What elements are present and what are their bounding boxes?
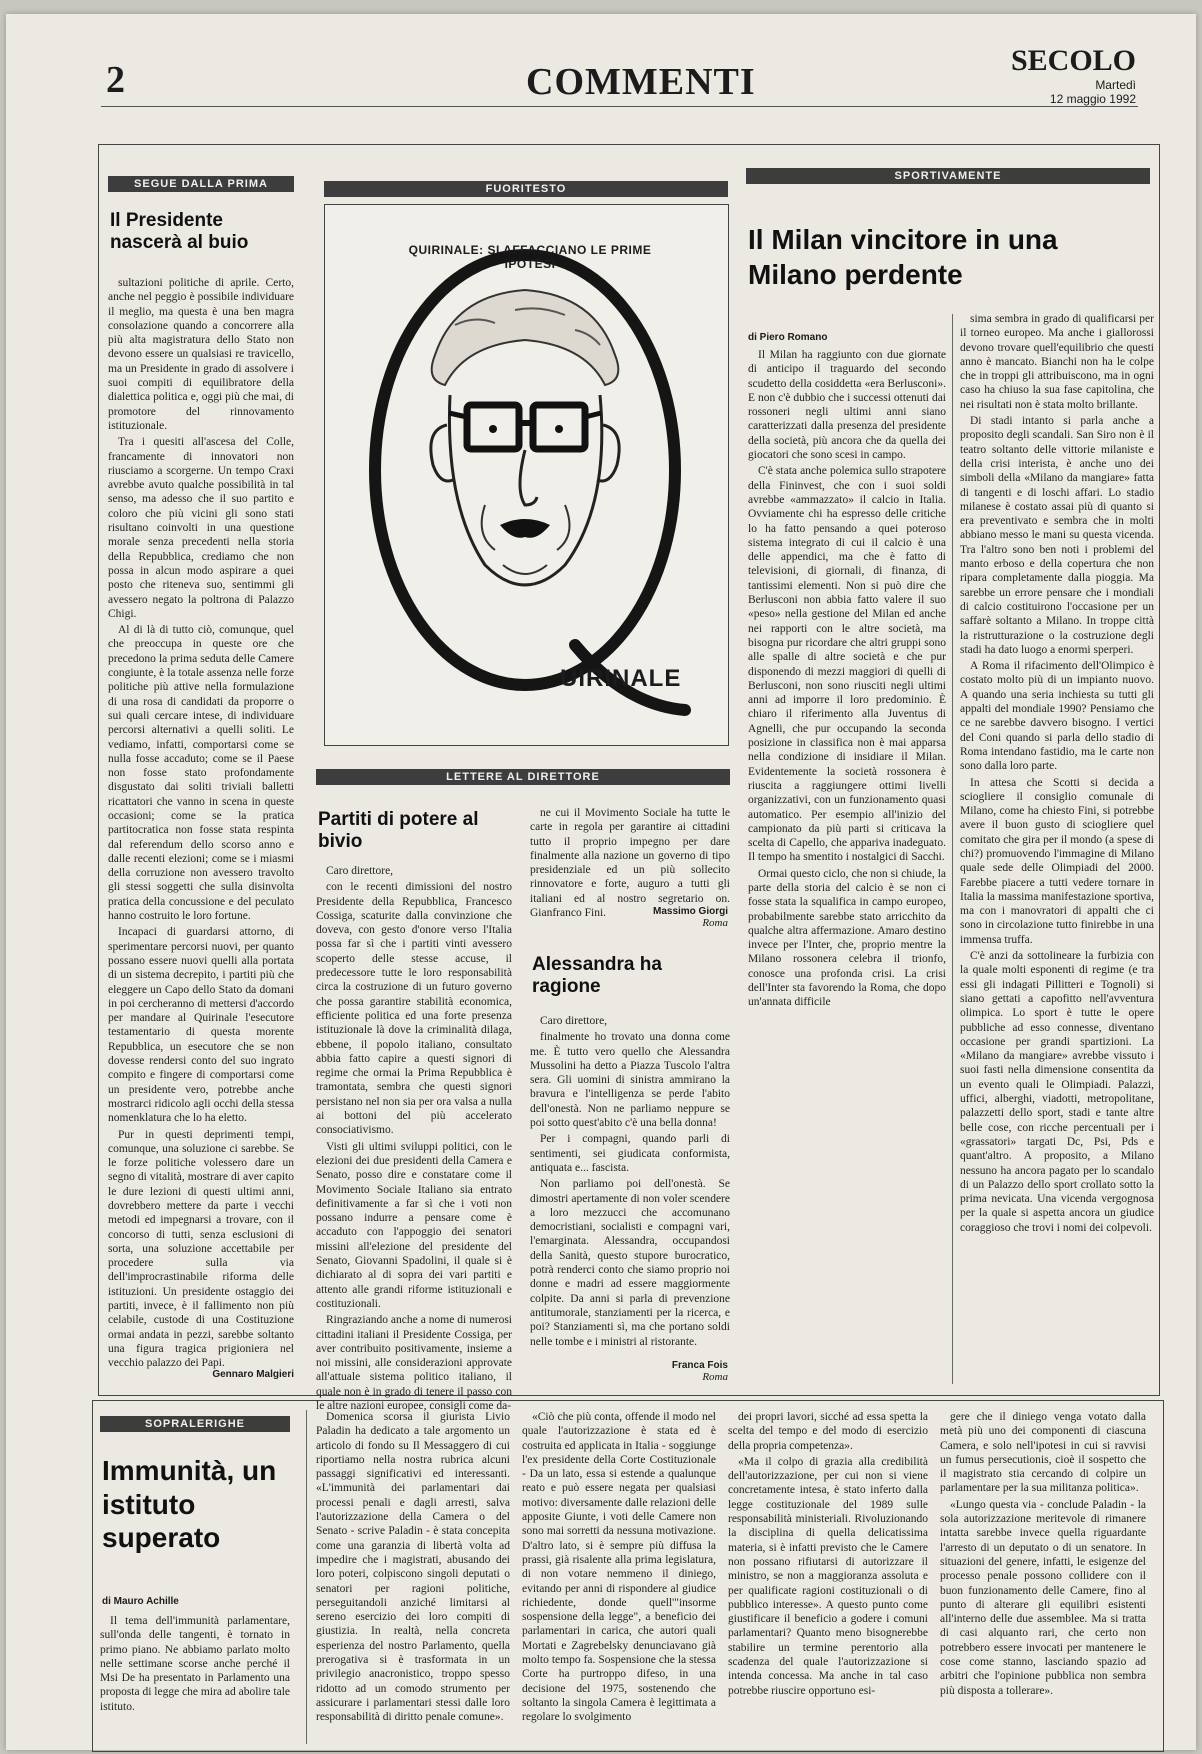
letter2-city: Roma	[702, 1371, 728, 1383]
paragraph: sultazioni politiche di aprile. Certo, anche nel peggio è possibile individuare il meglio, ma questa è una ben magra consolazione quando a concorrere alla più alta magistratura dello Stato non devono essere un qualsiasi re travicello, ma un Presidente in grado di assolvere i suoi compiti di equilibratore della dialettica politica e, oggi più che mai, di promotore del rinnovamento istituzionale.	[108, 277, 294, 432]
letter1-title: Partiti di potere al bivio	[318, 809, 479, 852]
sports-author: di Piero Romano	[748, 332, 828, 343]
paragraph: Caro direttore,	[540, 1015, 608, 1027]
sports-col1	[748, 348, 946, 1384]
paragraph: Visti gli ultimi sviluppi politici, con le elezioni dei due presidenti della Camera e Senato, posso dire e constatare come il Movimento Sociale Italiano sia entrato definitivamente a far sì che i voti non possano indurre a pensare come è accaduto con l'appoggio dei senatori missini all'elezione del presidente del Senato, Giovanni Spadolini, il quale si è dichiarato al di sopra dei vari partiti e attento alle grandi riforme istituzionali e costituzionali.	[316, 1140, 512, 1310]
paragraph: ne cui il Movimento Sociale ha tutte le carte in regola per garantire ai cittadini tutto il proprio impegno per dare finalmente alla nazione un governo di tipo presidenziale ed un più sollecito rinnovatore e forte, auguro a tutti gli italiani ed al nostro segretario on. Gianfranco Fini.	[530, 807, 730, 920]
letter1-author: Massimo Giorgi	[652, 906, 728, 917]
article4-col0	[100, 1614, 290, 1744]
paragraph: A Roma il rifacimento dell'Olimpico è costato molto più di un impianto nuovo. A quando una seria inchiesta su tutti gli appalti del mondiale 1990? Pensiamo che ce ne sarebbe davvero bisogno. I vertici del Coni quando si parla dello stadio di Roma intendano fastidio, ma le carte non sono dalla loro parte.	[960, 660, 1154, 773]
header-rule	[101, 106, 1138, 107]
article4-col1	[316, 1410, 510, 1744]
paragraph: Il Milan ha raggiunto con due giornate di anticipo il traguardo del secondo scudetto della cosiddetta «era Berlusconi». E non c'è dubbio che i successi ottenuti dai rossoneri negli ultimi anni siano caratterizzati dalla presenza del presidente della società, più ancora che da quella dei giocatori che sono scesi in campo.	[748, 349, 946, 462]
article1-body	[108, 276, 294, 1370]
paragraph: dei propri lavori, sicché ad essa spetta la scelta del tempo e del modo di esercizio della propria competenza».	[728, 1411, 928, 1452]
paragraph: «Lungo questa via - conclude Paladin - la sola autorizzazione meritevole di rimanere intatta sarebbe invece quella riguardante l'arresto di un deputato o di un senatore. In situazioni del genere, infatti, le esigenze del processo penale possono collidere con il buon funzionamento delle Camere, fino al punto di alterare gli equilibri esistenti all'interno delle due assemblee. Ma si tratta di casi alquanto rari, che certo non potrebbero essere invocati per mantenere le cose come stanno, lasciando spazio ad arbitri che l'opinione pubblica non sembra più disposta a tollerare».	[940, 1498, 1146, 1697]
masthead	[1011, 44, 1136, 106]
article4-col3	[728, 1410, 928, 1744]
article4-col4	[940, 1410, 1146, 1744]
paragraph: «Ma il colpo di grazia alla credibilità dell'autorizzazione, per cui non si viene concretamente intesa, è stato inferto dalla legge costituzionale del 1989 sulle responsabilità ministeriali. Rivoluzionando la disciplina di quella delicatissima materia, si è infatti previsto che le Camere non possano rifiutarsi di autorizzare il ministro, se non a maggioranza assoluta e per qualificate ragioni costituzionali o di pubblico interesse». A questo punto come giustificare il beneficio a godere i comuni parlamentari? Quanto meno bisognerebbe stabilire un termine perentorio alla scadenza del quale l'autorizzazione si intenda concessa. Ma anche in tal caso potrebbe riuscire opportuno esi-	[728, 1455, 928, 1697]
paragraph: C'è anzi da sottolineare la furbizia con la quale molti esponenti di regime (e tra essi gli indagati Pillitteri e Tognoli) si siano gettati a capofitto nell'avventura olimpica. Lo sport è tutte le opere pubbliche ad esso connesse, diventano occasione per grandi spartizioni. La «Milano da mangiare» avrebbe vissuto i suoi fasti nella dimensione consentita da un evento quali le Olimpiadi. Palazzi, uffici, alberghi, viadotti, metropolitane, palazzetti dello sport, stadi e tante altre belle cose, con ricche percentuali per i «grassatori» targati Dc, Psi, Pds e quant'altro. A proposito, a Milano nessuno ha ancora pagato per lo scandalo di un Palazzo dello sport crollato sotto la prima nevicata. Una vicenda vergognosa per la quale si aspetta ancora un giudice coraggioso che trovi i nomi dei colpevoli.	[960, 950, 1154, 1234]
article4-title: Immunità, un istituto superato	[102, 1455, 277, 1554]
letter2-author: Franca Fois	[671, 1360, 728, 1371]
paragraph: Ormai questo ciclo, che non si chiude, la parte della storia del calcio è se non ci fosse stata la squalifica in campo europeo, probabilmente sarebbe stato arricchito da qualche altra affermazione. Amaro destino invece per l'Inter, che, proprio mentre la Milano rossonera celebra il trionfo, conosce una profonda crisi. La crisi dell'Inter sta favorendo la Roma, che dopo un'annata difficile	[748, 867, 946, 1009]
paragraph: Tra i quesiti all'ascesa del Colle, francamente di innovatori non riusciamo a scorgerne. Un tempo Craxi avrebbe avuto qualche possibilità in tal senso, ma adesso che il suo partito e coloro che più vicini gli sono stati risultano coinvolti in una questione morale senza precedenti nella storia della Repubblica, crediamo che non possa in alcun modo aspirare a quei posto che riteneva suo, sentimmi gli avessero negato la poltrona di Palazzo Chigi.	[108, 436, 294, 620]
paragraph: Per i compagni, quando parli di sentimenti, sei giudicata conformista, antiquata e... fascista.	[530, 1133, 730, 1174]
sports-title: Il Milan vincitore in una Milano perdente	[748, 224, 1058, 290]
letter2-body	[530, 1014, 730, 1356]
paragraph: «Ciò che più conta, offende il modo nel quale l'autorizzazione è stata ed è costruita ed applicata in Italia - soggiunge l'ex presidente della Corte Costituzionale - Da un lato, essa si estende a qualunque reato e può essere negata per qualsiasi motivo: diversamente dalle relazioni delle apposite Giunte, i voti delle Camere non sono mai sorretti da nessuna motivazione. D'altro lato, si è sempre più diffusa la prassi, già risalente alla prima legislatura, di non votare nemmeno il diniego, evitando per anni di rispondere al giudice richiedente, donde quell'"insorme sospensione della legge", a beneficio dei parlamentari in carica, che autori quali Mortati e Zagrebelsky denunciavano già molto tempo fa. Sospensione che la stessa Corte ha purtroppo difeso, in una decisione del 1975, sostenendo che soltanto la singola Camera è legittimata a regolare lo svolgimento	[522, 1411, 716, 1724]
section-bar-fuoritesto: FUORITESTO	[324, 181, 728, 197]
hair	[432, 290, 619, 385]
paragraph: finalmente ho trovato una donna come me. È tutto vero quello che Alessandra Mussolini ha detto a Piazza Tuscolo l'altra sera. Gli uomini di sinistra ammirano la bravura e l'intelligenza se perde l'abito dell'onestà. Non ne parliamo neppure se poi sotto quest'abito c'è una bella donna!	[530, 1031, 730, 1130]
newspaper-logo: SECOLO	[1010, 44, 1136, 77]
paragraph: con le recenti dimissioni del nostro Presidente della Repubblica, Francesco Cossiga, scaturite dalla convinzione che doveva, con gesto d'onore verso l'Italia possa far sì che i partiti vinti avessero scoperto delle stesse accuse, il predecessore tutte le loro responsabilità circa la costruzione di un futuro governo che possa garantire stabilità economica, efficiente politica ed una forte presenza istituzionale là dove la criminalità dilaga, ebbene, il popolo italiano, consultato abbia fatto capire a questi signori di regime che ormai la Prima Repubblica è tramontata, sembra che questi signori persistano nel non sia per ora valsa a nulla ai bottoni del più accelerato consociativismo.	[316, 881, 512, 1137]
column-rule	[952, 314, 953, 1384]
section-bar-lettere: LETTERE AL DIRETTORE	[316, 769, 730, 785]
page-number: 2	[106, 59, 125, 101]
paragraph: sima sembra in grado di qualificarsi per il torneo europeo. Ma anche i giallorossi devono trovare quell'equilibrio che questi anno è mancato. Bianchi non ha le colpe che in troppi gli attribuiscono, ma in ogni caso ha chiuso la sua fase capitolina, che nei risultati non è stata molto brillante.	[960, 313, 1154, 411]
letter1-body	[316, 864, 512, 1412]
cartoon-drawing	[325, 205, 728, 745]
paragraph: Di stadi intanto si parla anche a proposito degli scandali. San Siro non è il teatro soltanto delle vittorie milaniste e della crisi interista, è anche uno dei simboli della «Milano da mangiare» fatta di tangenti e di loschi affari. Lo stadio milanese è costato assai più di quanto si era preventivato e sembra che in molti abbiano messo le mani su questa vicenda. Tra l'altro sono ben noti i problemi del manto erboso e della copertura che non ripara completamente dalla pioggia. Ma sarebbe un errore pensare che i mondiali di calcio costituirono l'occasione per un saffarè soltanto a Milano. In troppe città la ristrutturazione o la costruzione degli stadi ha dato luogo a enormi sperperi.	[960, 415, 1154, 656]
paragraph: Caro direttore,	[326, 865, 394, 877]
paragraph: In attesa che Scotti si decida a sciogliere il consiglio comunale di Milano, come ha chiesto Fini, si potrebbe avere il buon gusto di sciogliere quel comitato che gira per il mondo (a spese di chi?) promuovendo l'immagine di Milano quale sede delle Olimpiadi del 2000. Farebbe piacere a tutti vedere tornare in Italia la massima manifestazione sportiva, ma con i manovratori di appalti che ci sono in circolazione tutto finirebbe in una immensa truffa.	[960, 776, 1154, 946]
issue-date: 12 maggio 1992	[1049, 92, 1136, 106]
cartoon-caption: QUIRINALE: SI AFFACCIANO LE PRIME IPOTESI	[408, 243, 652, 271]
article1-author: Gennaro Malgieri	[212, 1369, 294, 1380]
letter1-city: Roma	[702, 917, 728, 929]
letter2-title: Alessandra ha ragione	[532, 954, 662, 997]
section-title: COMMENTI	[526, 61, 756, 103]
paragraph: Pur in questi deprimenti tempi, comunque, una soluzione ci sarebbe. Se le forze politiche volessero dare un segno di vitalità, mostrare di aver capito le dure lezioni di questi ultimi anni, dovrebbero mettere da parte i vecchi metodi ed impegnarsi a trovare, con il concorso di tutti, senza esclusioni di sorta, una soluzione accettabile per procedere sulla via dell'improcrastinabile riforma delle istituzioni. Un presidente ostaggio dei partiti, invece, è il fallimento non più celabile, custode di una Costituzione ormai andata in pezzi, sarebbe soltanto una figura tragica prigioniera nel vecchio palazzo dei Papi.	[108, 1128, 294, 1370]
paragraph: Al di là di tutto ciò, comunque, quel che preoccupa in queste ore che precedono la prima seduta delle Camere congiunte, è la totale assenza nelle forze politiche più attive nella formulazione di una rosa di candidati da proporre o sui quali cercare intese, di individuare percorsi alternativi a quelli soliti. Le vediamo, infatti, comportarsi come se nulla fosse accaduto; come se il Paese non fosse stato profondamente disgustato dai soliti triviali balletti ricattatori che vanno in scena in queste occasioni; come se la pratica partitocratica non fosse stata respinta dal referendum dello scorso anno e dalle recenti elezioni; come se i miasmi della corruzione non avessero travolto gli stessi soggetti che sulla disinvolta pratica della concussione e del peculato hanno costruito le loro fortune.	[108, 624, 294, 923]
paragraph: Incapaci di guardarsi attorno, di sperimentare percorsi nuovi, per quanto possano essere nuovi quelli alla portata di un sistema decrepito, i partiti più che eleggere un Capo dello Stato da domani in poi cercheranno di mettersi d'accordo per mandare al Quirinale l'esecutore testamentario di questa morente Repubblica, un esecutore che se non dovesse rendersi conto del suo ingrato compito e fingere di comportarsi come un presidente vero, potrebbe anche mostrarci ridicolo agli occhi della stessa nomenklatura che lo ha eletto.	[108, 926, 294, 1125]
newspaper-page	[6, 14, 1196, 1750]
letter1-signature	[566, 906, 728, 929]
article1-title: Il Presidente nascerà al buio	[110, 210, 249, 253]
cartoon-frame	[324, 204, 729, 746]
section-bar-sopraleriche: SOPRALERIGHE	[100, 1416, 290, 1432]
paragraph: Non parliamo poi dell'onestà. Se dimostri apertamente di non voler scendere a loro mezzucci che accomunano democristiani, socialisti e compagni vari, l'emarginata. Alessandra, occupandosi della Sanità, questo stupore burocratico, potrà renderci conto che siamo proprio noi donne e madri ad essere maggiormente colpite. Da anni si parla di prevenzione antitumorale, stanziamenti per la ricerca, e poi? Stanziamenti sì, ma che portano soldi nelle tombe e i ministri al ristorante.	[530, 1178, 730, 1348]
paragraph: Domenica scorsa il giurista Livio Paladin ha dedicato a tale argomento un articolo di fondo su Il Messaggero di cui riportiamo nella nostra rubrica alcuni passaggi significativi ed interessanti. «L'immunità dei parlamentari dai processi penali e dagli arresti, salva l'autorizzazione della Camera o del Senato - scrive Paladin - è stata concepita come una garanzia di libertà volta ad impedire che i magistrati, abusando dei loro poteri, colpiscono singoli deputati o senatori per ragioni politiche, perseguitandoli anziché limitarsi al sereno esercizio dei loro compiti di giustizia. In realtà, nella concreta esperienza del nostro Parlamento, quella prerogativa si è trasformata in un privilegio anacronistico, troppo spesso ridotto ad un comodo strumento per assicurare i parlamentari stessi dalle loro responsabilità di diritto penale comune».	[316, 1411, 510, 1724]
paragraph: Ringraziando anche a nome di numerosi cittadini italiani il Presidente Cossiga, per aver contribuito positivamente, insieme a noi missini, alle considerazioni approvate all'attuale sistema politico italiano, il quale non è in grado di tenere il passo con le altre nazioni europee, consigli come da-	[316, 1314, 512, 1412]
column-rule	[306, 1410, 307, 1744]
article4-author: di Mauro Achille	[102, 1596, 179, 1607]
letter2-signature	[566, 1360, 728, 1383]
paragraph: gere che il diniego venga votato dalla metà più uno dei componenti di ciascuna Camera, e solo nell'ipotesi in cui si ravvisi un fumus persecutionis, cioè il sospetto che il magistrato stia cercando di colpire un parlamentare per la sua militanza politica».	[940, 1411, 1146, 1495]
sports-col2	[960, 312, 1154, 1386]
article4-col2	[522, 1410, 716, 1744]
issue-day: Martedì	[1095, 78, 1136, 92]
mouth	[500, 519, 550, 538]
paragraph: C'è stata anche polemica sullo strapotere della Fininvest, che con i suoi soldi avrebbe «ammazzato» il calcio in Italia. Ovviamente chi ha espresso delle critiche lo ha fatto pensando a quei poteroso sistema integrato di cui il calcio è una delle appendici, ma che è fatto di televisioni, di giornali, di finanza, di tantissimi elementi. Non si può dire che Berlusconi non abbia fatto valere il suo «peso» nella gestione del Milan ed anche nei rapporti con le altre società, ma bisogna pur ricordare che altri gruppi sono alle spalle di altre società e che pur disponendo di mezzi maggiori di quelli di Berlusconi, non sono riusciti negli ultimi anni ad imporre il loro predominio. È chiaro il riferimento alla Juventus di Agnelli, che pur occupando la seconda posizione in classifica non è mai apparsa nella condizione di insidiare il Milan. Evidentemente la società rossonera è riuscita a raggiungere ottimi livelli organizzativi, con un funzionamento quasi automatico. Per esempio all'inizio del campionato da più parti si criticava la scelta di Capello, che appariva inadeguato. Il tempo ha smentito i nostalgici di Sacchi.	[748, 465, 946, 864]
section-bar-segue: SEGUE DALLA PRIMA	[108, 176, 294, 192]
cartoon-label: UIRINALE	[560, 665, 682, 692]
section-bar-sportivamente: SPORTIVAMENTE	[746, 168, 1150, 184]
paragraph: Il tema dell'immunità parlamentare, sull'onda delle tangenti, è tornato in primo piano. Ne abbiamo parlato molto nelle settimane scorse anche perché il Msi De ha presentato in Parlamento una proposta di legge che mira ad abolire tale istituto.	[100, 1615, 290, 1713]
